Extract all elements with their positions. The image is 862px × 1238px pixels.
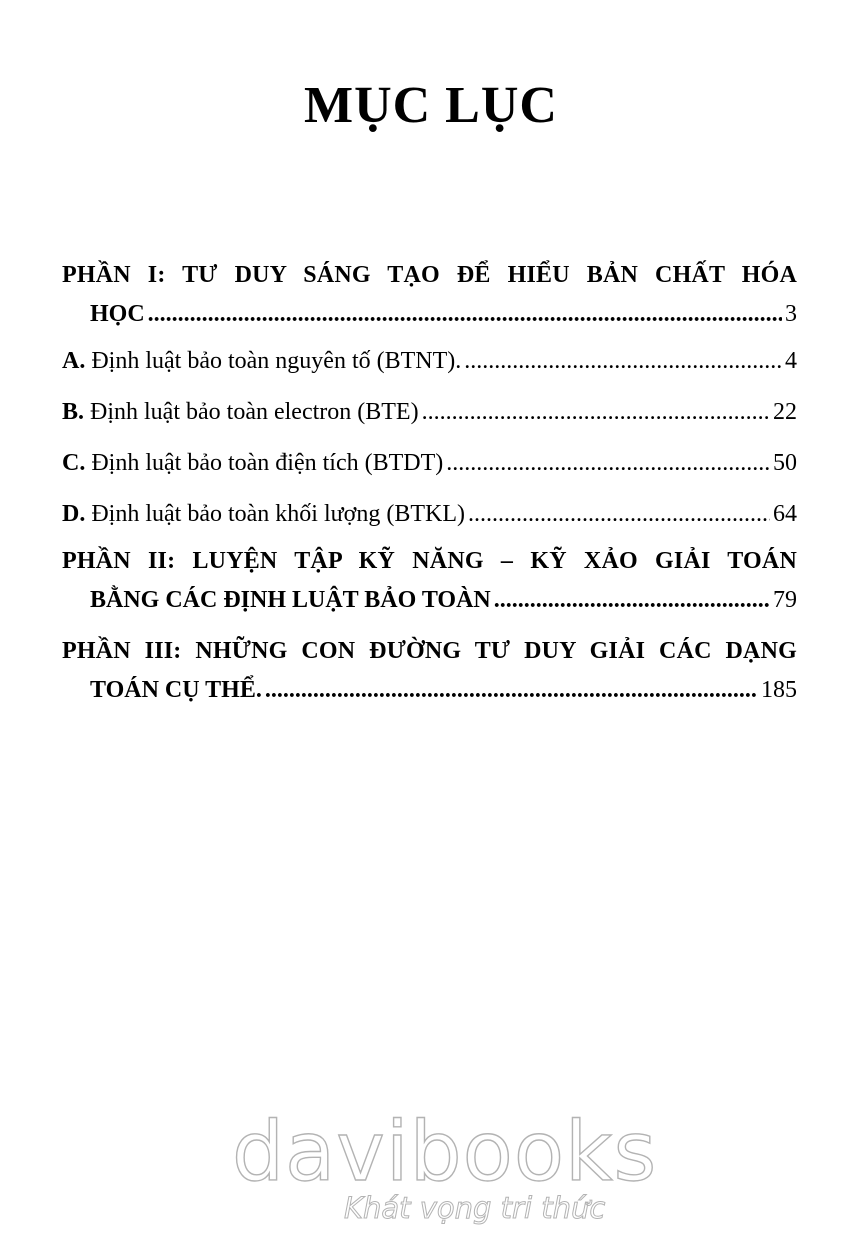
toc-section-title: Định luật bảo toàn khối lượng (BTKL)	[91, 501, 465, 527]
toc-section-letter: A.	[62, 348, 86, 374]
toc-section-title: Định luật bảo toàn electron (BTE)	[90, 399, 419, 425]
dot-leader	[148, 295, 782, 334]
toc-part-3-line	[62, 671, 797, 710]
toc-entry-section-d[interactable]	[62, 489, 797, 540]
toc-page-number: 64	[773, 501, 797, 527]
toc-section-letter: C.	[62, 450, 86, 476]
toc-section-title: Định luật bảo toàn điện tích (BTDT)	[91, 450, 444, 476]
toc-section-title: Định luật bảo toàn nguyên tố (BTNT).	[91, 348, 462, 374]
toc-page-number: 185	[761, 677, 797, 703]
toc-section-letter: B.	[62, 399, 85, 425]
toc-entry-part-2[interactable]	[62, 542, 797, 620]
toc-section-label	[62, 438, 443, 489]
logo-brand-text: davibooks	[232, 1105, 658, 1200]
toc-entry-part-3[interactable]	[62, 632, 797, 710]
toc-page-number: 3	[785, 301, 797, 327]
toc-section-label	[62, 387, 419, 438]
dot-leader	[422, 387, 770, 438]
toc-part-2-line	[62, 581, 797, 620]
toc-part-1-heading: PHẦN I: TƯ DUY SÁNG TẠO ĐỂ HIỂU BẢN CHẤT HÓA	[62, 262, 797, 288]
toc-page-number: 50	[773, 450, 797, 476]
toc-entry-section-a[interactable]	[62, 336, 797, 387]
dot-leader	[494, 581, 770, 620]
dot-leader	[464, 336, 782, 387]
toc-entry-part-1[interactable]	[62, 256, 797, 334]
page-title: MỤC LỤC	[304, 77, 558, 134]
toc-part-2-heading: PHẦN II: LUYỆN TẬP KỸ NĂNG – KỸ XẢO GIẢI TOÁN	[62, 548, 797, 574]
toc-entry-section-b[interactable]	[62, 387, 797, 438]
table-of-contents	[62, 256, 797, 710]
toc-section-label	[62, 336, 461, 387]
toc-section-label	[62, 489, 465, 540]
toc-section-letter: D.	[62, 501, 86, 527]
dot-leader	[468, 489, 770, 540]
toc-page-number: 79	[773, 587, 797, 613]
toc-part-1-line	[62, 295, 797, 334]
logo-tagline: Khát vọng tri thức	[344, 1191, 606, 1225]
toc-part-1-heading-cont: HỌC	[90, 301, 145, 327]
toc-page-number: 22	[773, 399, 797, 425]
toc-part-3-heading-cont: TOÁN CỤ THỂ.	[90, 677, 262, 703]
toc-page-number: 4	[785, 348, 797, 374]
davibooks-logo	[232, 1105, 658, 1238]
dot-leader	[446, 438, 770, 489]
toc-entry-section-c[interactable]	[62, 438, 797, 489]
toc-part-3-heading: PHẦN III: NHỮNG CON ĐƯỜNG TƯ DUY GIẢI CÁC DẠNG	[62, 638, 797, 664]
dot-leader	[265, 671, 758, 710]
toc-part-2-heading-cont: BẰNG CÁC ĐỊNH LUẬT BẢO TOÀN	[90, 587, 491, 613]
